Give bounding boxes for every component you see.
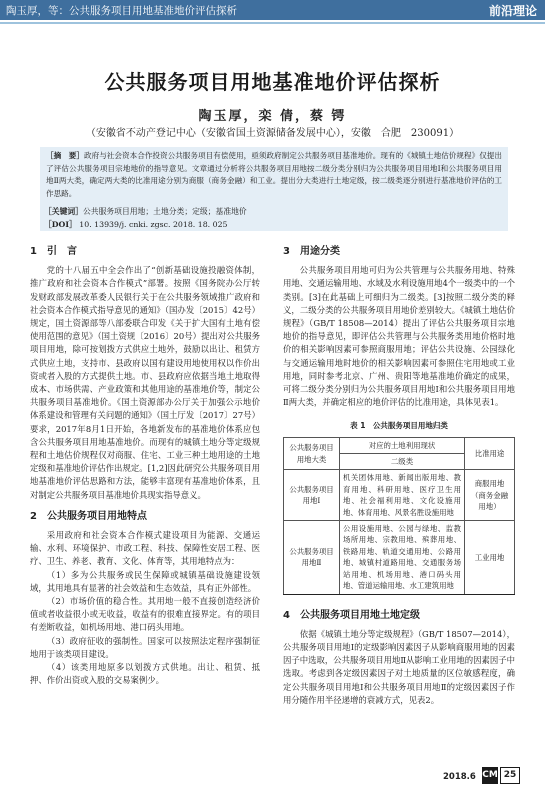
table-header-subclass: 二级类 [340,454,465,470]
running-title: 陶玉厚，等：公共服务项目用地基准地价评估探析 [6,5,237,17]
paragraph: 党的十八届五中全会作出了“创新基础设施投融资体制，推广政府和社会资本合作模式”部署。按照《国务院办公厅转发财政部发展改革委人民银行关于在公共服务领域推广政府和社会资本合作模式指导意见的通知》（国办发〔2015〕42号）规定，国土资源部等八部委联合印发《关于扩大国有土地有偿使用范围的意见》（国土资规〔2016〕20号）提出对公共服务项目用地，除可按划拨方式供应土地外，鼓励以出让、租赁方式供应土地，支持市、县政府以国有建设用地使用权以作价出资或者入股的方式提供土地。市、县政府应依据当地土地取得成本、市场供需、产业政策和其他用途的基准地价等，制定公共服务项目基准地价。《国土资源部办公厅关于加强公示地价体系建设和管理有关问题的通知》（国土厅发〔2017〕27号）要求，2017年8月1日开始，各地新发布的基准地价体系应包含公共服务项目用地基准地价。而现有的城镇土地分等定级规程和土地估价规程仅对商服、住宅、工业三种土地用途的土地定级和基准地价评估作出规定。[1,2]因此研究公共服务项目用地基准地价评估思路和方法，能够丰富现有基准地价体系，且对制定公共服务项目基准地价具现实指导意义。 [30,265,260,500]
paragraph: （3）政府征收的强制性。国家可以按照法定程序强制征地用于该类项目建设。 [30,635,260,659]
table-row [284,521,515,594]
article-affiliation: （安徽省不动产登记中心（安徽省国土资源储备发展中心），安徽 合肥 230091） [85,128,460,139]
abstract-text: 政府与社会资本合作投资公共服务项目有偿使用，亟须政府制定公共服务项目基准地价。现有的《城镇土地估价规程》仅提出了评估公共服务项目宗地地价的指导意见。文章通过分析将公共服务项目用地按二级分类分别归为公共服务项目用地Ⅰ和公共服务项目用地Ⅱ两大类，确定两大类的比准用途分别为商服（商务金融）和工业。提出分大类进行土地定级，按二级类逐分别进行基准地价评估的工作思路。 [46,151,502,198]
section-heading-2: 2 公共服务项目用地特点 [30,510,147,522]
left-column [30,243,260,688]
paragraph: 采用政府和社会资本合作模式建设项目为能源、交通运输、水利、环境保护、市政工程、科技、保障性安居工程、医疗、卫生、养老、教育、文化、体育等，其用地特点为： [30,530,260,567]
page-number: 25 [500,767,520,784]
article-title: 公共服务项目用地基准地价评估探析 [104,70,441,94]
doi-line [44,219,228,230]
keywords-line [44,206,247,217]
table-caption: 表 1 公共服务项目用地归类 [350,421,448,431]
journal-logo: CM [482,767,498,784]
header-divider [0,22,545,24]
table-cell-category: 公共服务项目用地Ⅰ [284,470,340,521]
table-header-category: 公共服务项目用地大类 [284,437,340,470]
section-heading-1: 1 引 言 [30,246,77,257]
section-label: 前沿理论 [488,4,537,18]
paragraph: 依据《城镇土地分等定级规程》（GB/T 18507—2014），公共服务项目用地Ⅰ的定级影响因素因子从影响商服用地的因素因子中选取，公共服务项目用地Ⅱ从影响工业用地的因素因子中选取。考虑到各定级因素因子对土地质量的区位敏感程度，确定公共服务项目用地Ⅰ和公共服务项目用地Ⅱ的定级因素因子作用分随作用半径递增的衰减方式，见表2。 [283,628,515,705]
table-cell-subtypes: 公用设施用地、公园与绿地、监教场所用地、宗教用地、殡葬用地、铁路用地、轨道交通用地、公路用地、城镇村道路用地、交通服务场站用地、机场用地、港口码头用地、管道运输用地、水工建筑用地 [340,521,465,594]
doi-label: ［DOI］ [44,220,77,229]
abstract-label: ［摘 要］ [46,151,84,160]
table-row [284,470,515,521]
paragraph: （2）市场价值的稳合性。其用地一般不直接创造经济价值或者收益很小或无收益，收益有的很难直接界定。有的项目有差断收益，如机场用地、港口码头用地。 [30,596,260,633]
keywords-label: ［关键词］ [44,207,83,216]
table-cell-category: 公共服务项目用地Ⅱ [284,521,340,594]
table-cell-reference: 工业用地 [465,521,515,594]
table-header-land-use: 对应的土地利用现状 [340,437,465,453]
table-cell-reference: 商服用地（商务金融用地） [465,470,515,521]
section-heading-3: 3 用途分类 [283,246,340,257]
running-header [0,0,545,20]
table-header-reference: 比准用途 [465,437,515,470]
section-heading-4: 4 公共服务项目用地土地定级 [283,609,420,621]
land-classification-table [283,437,515,595]
doi-text: 10. 13939/j. cnki. zgsc. 2018. 18. 025 [79,220,228,229]
paragraph: 公共服务项目用地可归为公共管理与公共服务用地、特殊用地、交通运输用地、水域及水利设施用地4个一级类中的一个类别。[3]在此基础上可细归为二级类。[3]按照二级分类的释义，二级分类的公共服务项目用地价差别较大。《城镇土地估价规程》（GB/T 18508—2014）提出了评估公共服务项目宗地地价的指导意见，即评估公共管理与公共服务类用地价格时地价的相关影响因素可参照商服用地；评估公共设施、公园绿化与交通运输用地时地价的相关影响因素可参照住宅用地或工业用地，同时参考北京、广州、贵阳等地基准地价确定的成果，可将二级分类分别归为公共服务项目用地Ⅰ和公共服务项目用地Ⅱ两大类，并确定相应的地价评估的比准用途，具体见表1。 [283,265,515,408]
paragraph: （4）该类用地原多以划拨方式供地。出让、租赁、抵押、作价出资或入股的交易案例少。 [30,662,260,686]
article-authors: 陶玉厚，栾 倩，蔡 锷 [198,109,347,124]
keywords-text: 公共服务项目用地；土地分类；定级；基准地价 [82,207,247,216]
paragraph: （1）多为公共服务或民生保障或城镇基础设施建设领域，其用地具有显著的社会效益和生态效益，具有正外部性。 [30,569,260,593]
right-column [283,243,515,707]
issue-date: 2018.6 [443,772,476,782]
table-cell-subtypes: 机关团体用地、新闻出版用地、教育用地、科研用地、医疗卫生用地、社会福利用地、文化设施用地、体育用地、风景名胜设施用地 [340,470,465,521]
